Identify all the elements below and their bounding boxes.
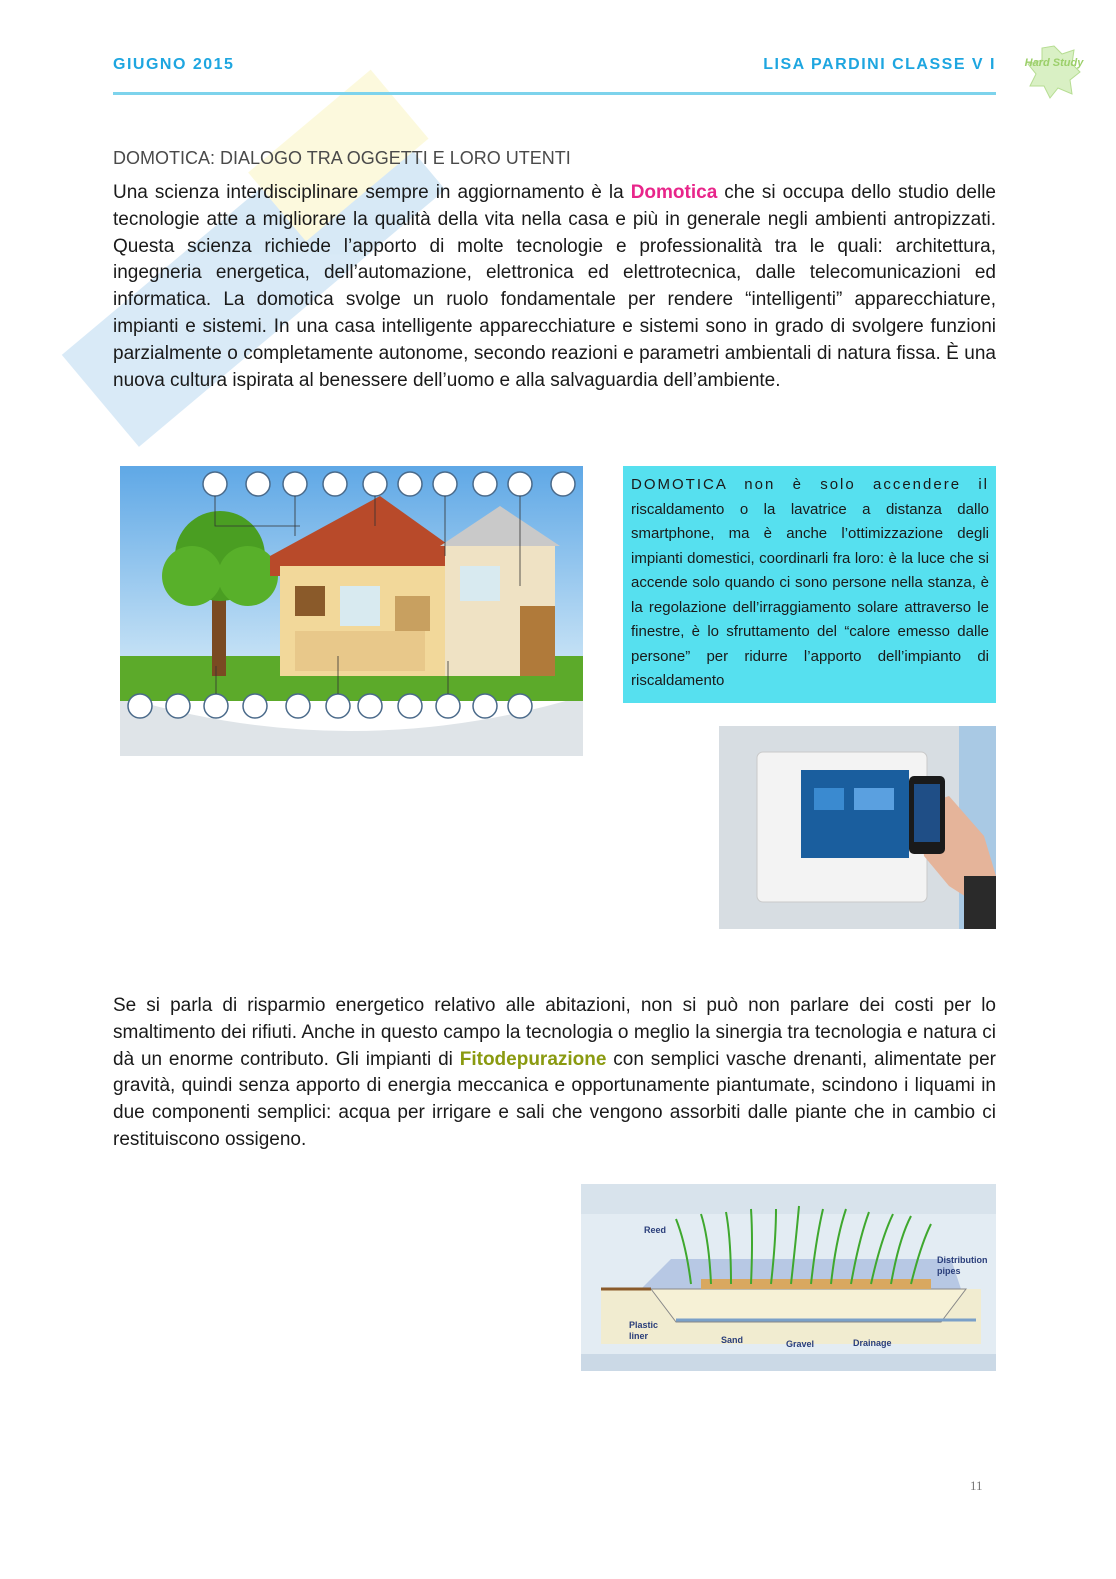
domotica-callout xyxy=(623,466,996,703)
tablet-smartphone-photo xyxy=(719,726,996,929)
label-gravel: Gravel xyxy=(786,1339,815,1349)
label-reed: Reed xyxy=(644,1225,667,1235)
smart-house-illustration xyxy=(120,466,583,756)
reed-bed-diagram xyxy=(581,1184,996,1371)
header-date: GIUGNO 2015 xyxy=(113,56,235,73)
callout-body: riscaldamento o la lavatrice a distanza dallo smartphone, ma è anche l’ottimizzazione degli impianti domestici, coordinarli fra loro: è la luce che si accende solo quando ci sono persone nella stanza, è la regolazione dell’irraggiamento solare attraverso le finestre, è lo sfruttamento del “calore emesso dalle persone” per ridurre l’apporto dell’impianto di riscaldamento xyxy=(631,500,989,689)
logo-text: Hard Study xyxy=(1024,57,1084,69)
label-sand: Sand xyxy=(721,1335,744,1345)
fitodepurazione-paragraph: Se si parla di risparmio energetico relativo alle abitazioni, non si può non parlare dei costi per lo smaltimento dei rifiuti. Anche in questo campo la tecnologia o meglio la sinergia tra tecnologia e natura ci dà un enorme contributo. Gli impianti di Fitodepurazione con semplici vasche drenanti, alimentate per gravità, quindi senza apporto di energia meccanica e opportunamente piantumate, scindono i liquami in due componenti semplici: acqua per irrigare e sali che vengono assorbiti dalle piante che in cambio ci restituiscono ossigeno. xyxy=(113,995,996,1150)
highlight-domotica: Domotica xyxy=(630,182,718,203)
label-liner: liner xyxy=(629,1331,649,1341)
label-drainage: Drainage xyxy=(853,1338,892,1348)
section-title: DOMOTICA: DIALOGO TRA OGGETTI E LORO UTENTI xyxy=(113,148,571,168)
label-plastic: Plastic xyxy=(629,1320,659,1330)
label-pipes: pipes xyxy=(937,1266,961,1276)
callout-lead: DOMOTICA non è solo accendere il xyxy=(631,476,989,493)
hard-study-logo-icon xyxy=(1022,40,1086,104)
label-distribution: Distribution xyxy=(937,1255,988,1265)
header-rule xyxy=(113,92,996,95)
header-author: LISA PARDINI CLASSE V I xyxy=(763,56,996,73)
page-header xyxy=(113,52,996,82)
page-number: 11 xyxy=(970,1478,983,1493)
intro-paragraph: Una scienza interdisciplinare sempre in aggiornamento è la Domotica che si occupa dello studio delle tecnologie atte a migliorare la qualità della vita nella casa e più in generale negli ambienti antropizzati. Questa scienza richiede l’apporto di molte tecnologie e professionalità tra le quali: architettura, ingegneria energetica, dell’automazione, elettronica ed elettrotecnica, dalle telecomunicazioni ed informatica. La domotica svolge un ruolo fondamentale per rendere “intelligenti” apparecchiature, impianti e sistemi. In una casa intelligente apparecchiature e sistemi sono in grado di svolgere funzioni parzialmente o completamente autonome, secondo reazioni e parametri ambientali di natura fissa. È una nuova cultura ispirata al benessere dell’uomo e alla salvaguardia dell’ambiente. xyxy=(113,182,996,391)
highlight-fitodepurazione: Fitodepurazione xyxy=(459,1048,607,1070)
